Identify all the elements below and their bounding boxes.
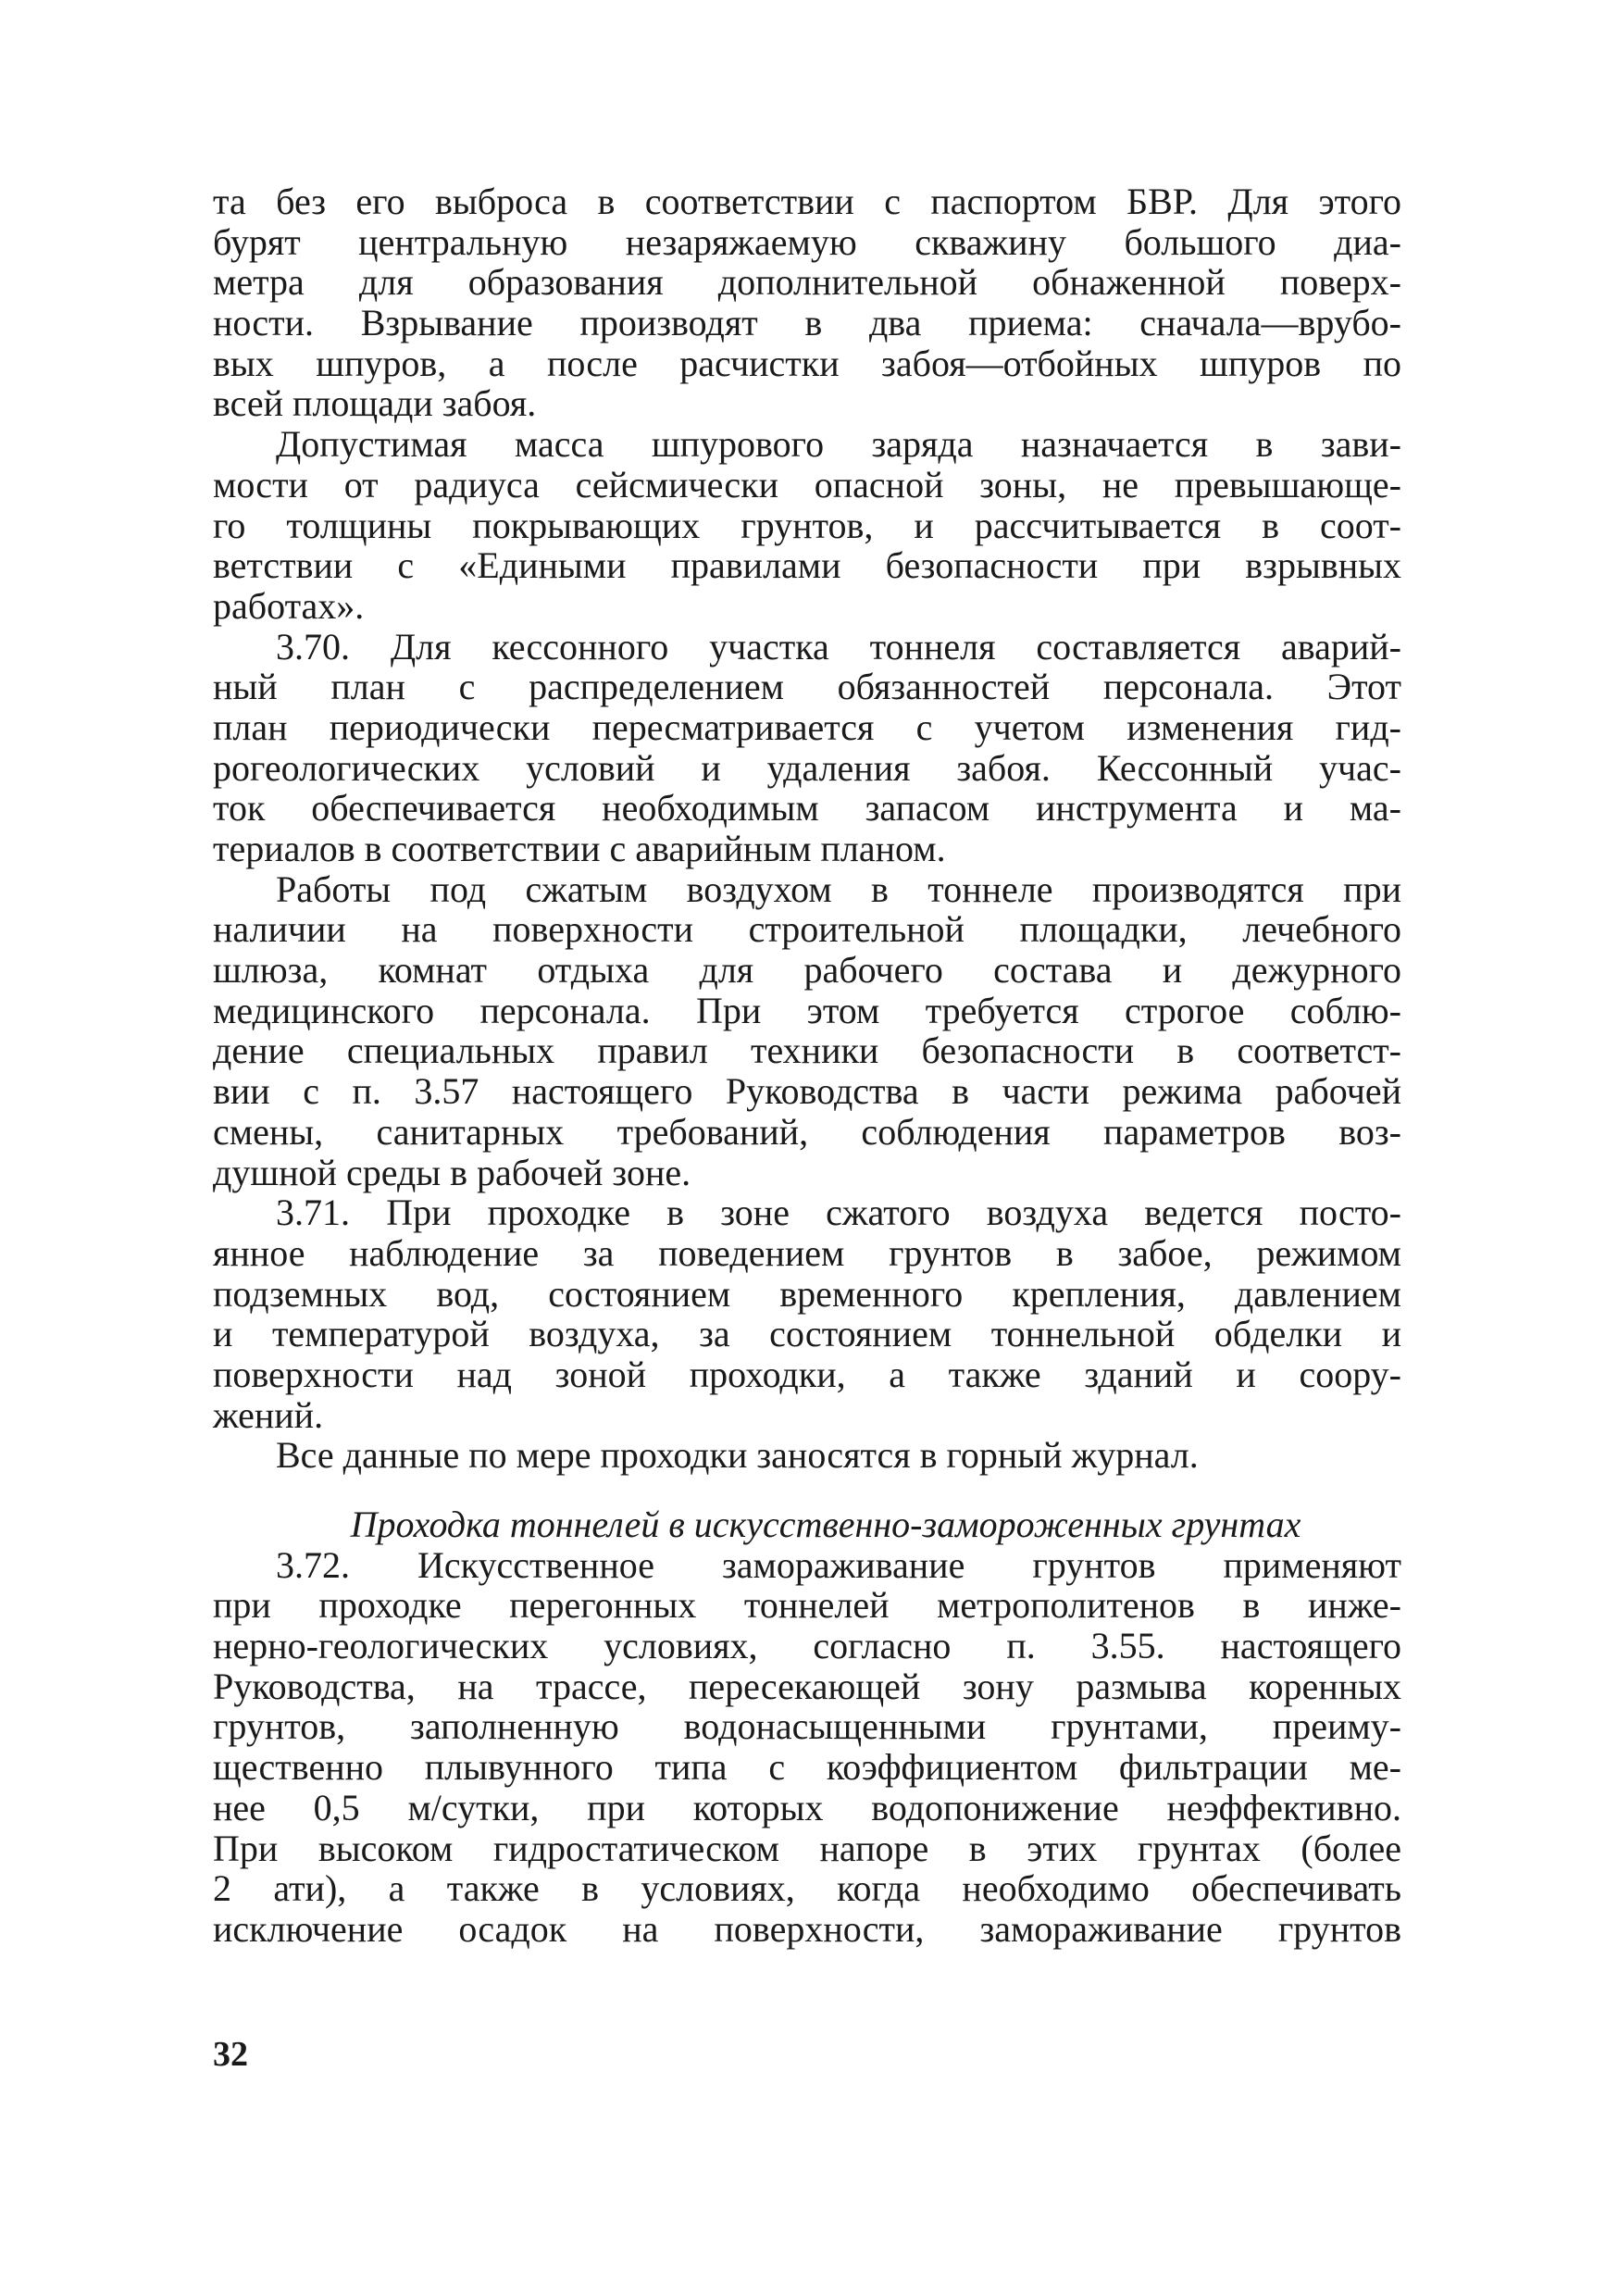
text-line: Руководства, на трассе, пересекающей зону размыва коренных	[213, 1665, 1401, 1707]
text-line: рогеологических условий и удаления забоя. Кессонный учас-	[213, 746, 1401, 789]
text-line: щественно плывунного типа с коэффициентом фильтрации ме-	[213, 1746, 1401, 1789]
text-line: янное наблюдение за поведением грунтов в забое, режимом	[213, 1231, 1401, 1274]
paragraph-3-71	[213, 1192, 1401, 1435]
paragraph	[213, 424, 1401, 626]
text-line: Все данные по мере проходки заносятся в горный журнал.	[276, 1434, 1199, 1477]
paragraph-3-72	[213, 1545, 1401, 1950]
paragraph	[213, 869, 1401, 1193]
text-line: при проходке перегонных тоннелей метрополитенов в инже-	[213, 1584, 1401, 1627]
text-line: териалов в соответствии с аварийным планом.	[213, 828, 946, 869]
text-line: нерно-геологических условиях, согласно п. 3.55. настоящего	[213, 1625, 1401, 1667]
page-number: 32	[213, 2035, 248, 2074]
text-line: медицинского персонала. При этом требуется строгое соблю-	[213, 989, 1401, 1031]
text-line: поверхности над зоной проходки, а также зданий и соору-	[213, 1353, 1401, 1395]
text-line: ветствии с «Едиными правилами безопасности при взрывных	[213, 544, 1401, 587]
text-line: мости от радиуса сейсмически опасной зоны, не превышающе-	[213, 463, 1401, 505]
text-line: 3.71. При проходке в зоне сжатого воздуха ведется посто-	[276, 1192, 1401, 1234]
text-line: всей площади забоя.	[213, 382, 537, 425]
text-line: нее 0,5 м/сутки, при которых водопонижение неэффективно.	[213, 1786, 1401, 1828]
text-line: исключение осадок на поверхности, замораживание грунтов	[213, 1907, 1401, 1950]
paragraph	[213, 181, 1401, 424]
text-line: дение специальных правил техники безопасности в соответст-	[213, 1029, 1401, 1072]
text-line: ток обеспечивается необходимым запасом инструмента и ма-	[213, 787, 1401, 830]
text-line: жений.	[213, 1393, 324, 1436]
text-line: вых шпуров, а после расчистки забоя—отбойных шпуров по	[213, 342, 1401, 384]
text-line: ности. Взрывание производят в два приема: сначала—врубо-	[213, 302, 1401, 344]
text-line: та без его выброса в соответствии с паспортом БВР. Для этого	[213, 181, 1401, 222]
text-line: шлюза, комнат отдыха для рабочего состава и дежурного	[213, 949, 1401, 992]
text-line: смены, санитарных требований, соблюдения параметров воз-	[213, 1110, 1401, 1153]
text-line: ный план с распределением обязанностей персонала. Этот	[213, 666, 1401, 708]
text-line: работах».	[213, 584, 365, 627]
text-line: 2 ати), а также в условиях, когда необходимо обеспечивать	[213, 1867, 1401, 1910]
text-line: наличии на поверхности строительной площадки, лечебного	[213, 908, 1401, 951]
page-body	[213, 181, 1401, 1950]
text-line: Допустимая масса шпурового заряда назначается в зави-	[276, 423, 1401, 466]
text-line: подземных вод, состоянием временного крепления, давлением	[213, 1272, 1401, 1315]
section-heading: Проходка тоннелей в искусственно-замороженных грунтах	[350, 1504, 1301, 1545]
text-line: го толщины покрывающих грунтов, и рассчитывается в соот-	[213, 504, 1401, 546]
text-line: план периодически пересматривается с учетом изменения гид-	[213, 705, 1401, 748]
text-line: вии с п. 3.57 настоящего Руководства в части режима рабочей	[213, 1070, 1401, 1113]
text-line: При высоком гидростатическом напоре в этих грунтах (более	[213, 1827, 1401, 1869]
text-line: 3.70. Для кессонного участка тоннеля составляется аварий-	[276, 625, 1401, 668]
text-line: и температурой воздуха, за состоянием тоннельной обделки и	[213, 1313, 1401, 1355]
text-line: метра для образования дополнительной обнаженной поверх-	[213, 261, 1401, 304]
text-line: Работы под сжатым воздухом в тоннеле производятся при	[276, 867, 1401, 910]
text-line: 3.72. Искусственное замораживание грунтов применяют	[276, 1543, 1401, 1586]
text-line: душной среды в рабочей зоне.	[213, 1151, 691, 1193]
paragraph-3-70	[213, 627, 1401, 869]
text-line: грунтов, заполненную водонасыщенными грунтами, преиму-	[213, 1705, 1401, 1748]
paragraph	[213, 1435, 1401, 1476]
text-line: бурят центральную незаряжаемую скважину большого диа-	[213, 220, 1401, 263]
